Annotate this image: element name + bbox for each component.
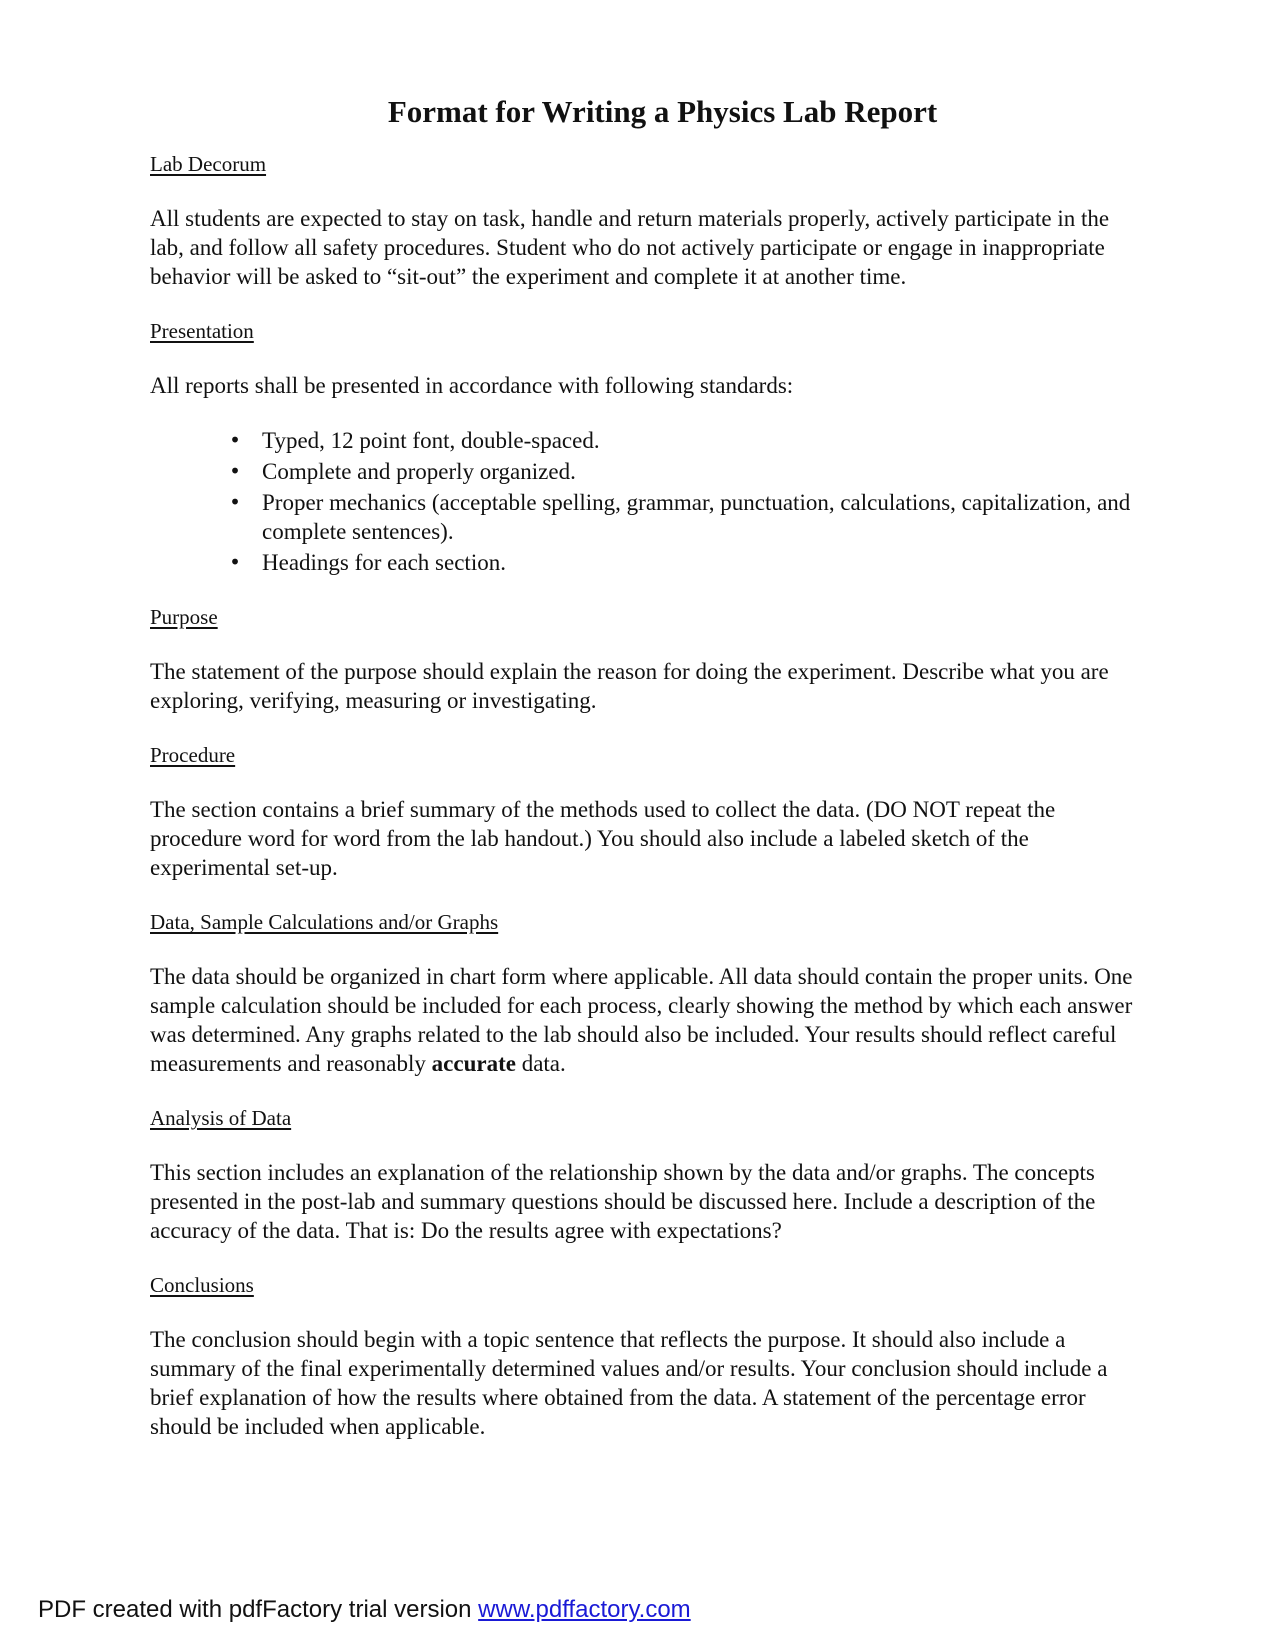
footer-text: PDF created with pdfFactory trial version [38,1596,479,1623]
paragraph-data-text-end: data. [515,1051,566,1076]
list-item [150,488,1135,546]
heading-presentation: Presentation [150,319,254,343]
paragraph-presentation-intro: All reports shall be presented in accordance with following standards: [150,373,794,398]
paragraph-analysis: This section includes an explanation of the relationship shown by the data and/or graphs. The concepts presented in the post-lab and summary questions should be discussed here. Include a description of the accuracy of the data. That is: Do the results agree with expectations? [150,1160,1096,1243]
list-item-text: Proper mechanics (acceptable spelling, grammar, punctuation, calculations, capitalization, and complete sentences). [262,490,1131,544]
document-content [150,92,1135,1467]
heading-purpose: Purpose [150,605,218,629]
heading-procedure: Procedure [150,743,236,767]
paragraph-data-text: The data should be organized in chart form where applicable. All data should contain the proper units. One sample calculation should be included for each process, clearly showing the method by which each answer was determined. Any graphs related to the lab should also be included. Your results should reflect careful measurements and reasonably [150,964,1133,1076]
heading-analysis-of-data: Analysis of Data [150,1106,292,1130]
bullet-icon: • [229,550,241,574]
heading-lab-decorum: Lab Decorum [150,152,267,176]
paragraph-conclusions: The conclusion should begin with a topic sentence that reflects the purpose. It should also include a summary of the final experimentally determined values and/or results. Your conclusion should include a brief explanation of how the results where obtained from the data. A statement of the percentage error should be included when applicable. [150,1327,1108,1439]
bullet-icon: • [229,459,241,483]
paragraph-procedure: The section contains a brief summary of the methods used to collect the data. (DO NOT repeat the procedure word for word from the lab handout.) You should also include a labeled sketch of the experimental set-up. [150,797,1056,880]
paragraph-purpose: The statement of the purpose should explain the reason for doing the experiment. Describe what you are exploring, verifying, measuring or investigating. [150,659,1109,713]
pdffactory-link[interactable]: www.pdffactory.com [478,1596,691,1623]
emphasis-accurate: accurate [431,1051,516,1076]
heading-data-calculations-graphs: Data, Sample Calculations and/or Graphs [150,910,499,934]
list-item-text: Headings for each section. [262,550,506,575]
presentation-standards-list [150,426,1135,577]
bullet-icon: • [229,490,241,514]
list-item [150,548,1135,577]
paragraph-data [150,962,1135,1078]
pdf-watermark-footer [38,1595,691,1625]
bullet-icon: • [229,428,241,452]
page-title: Format for Writing a Physics Lab Report [387,94,938,129]
heading-conclusions: Conclusions [150,1273,254,1297]
list-item [150,426,1135,455]
paragraph-lab-decorum: All students are expected to stay on task, handle and return materials properly, actively participate in the lab, and follow all safety procedures. Student who do not actively participate or engage in inappropriate behavior will be asked to “sit-out” the experiment and complete it at another time. [150,206,1110,289]
list-item-text: Complete and properly organized. [262,459,576,484]
list-item [150,457,1135,486]
list-item-text: Typed, 12 point font, double-spaced. [262,428,600,453]
